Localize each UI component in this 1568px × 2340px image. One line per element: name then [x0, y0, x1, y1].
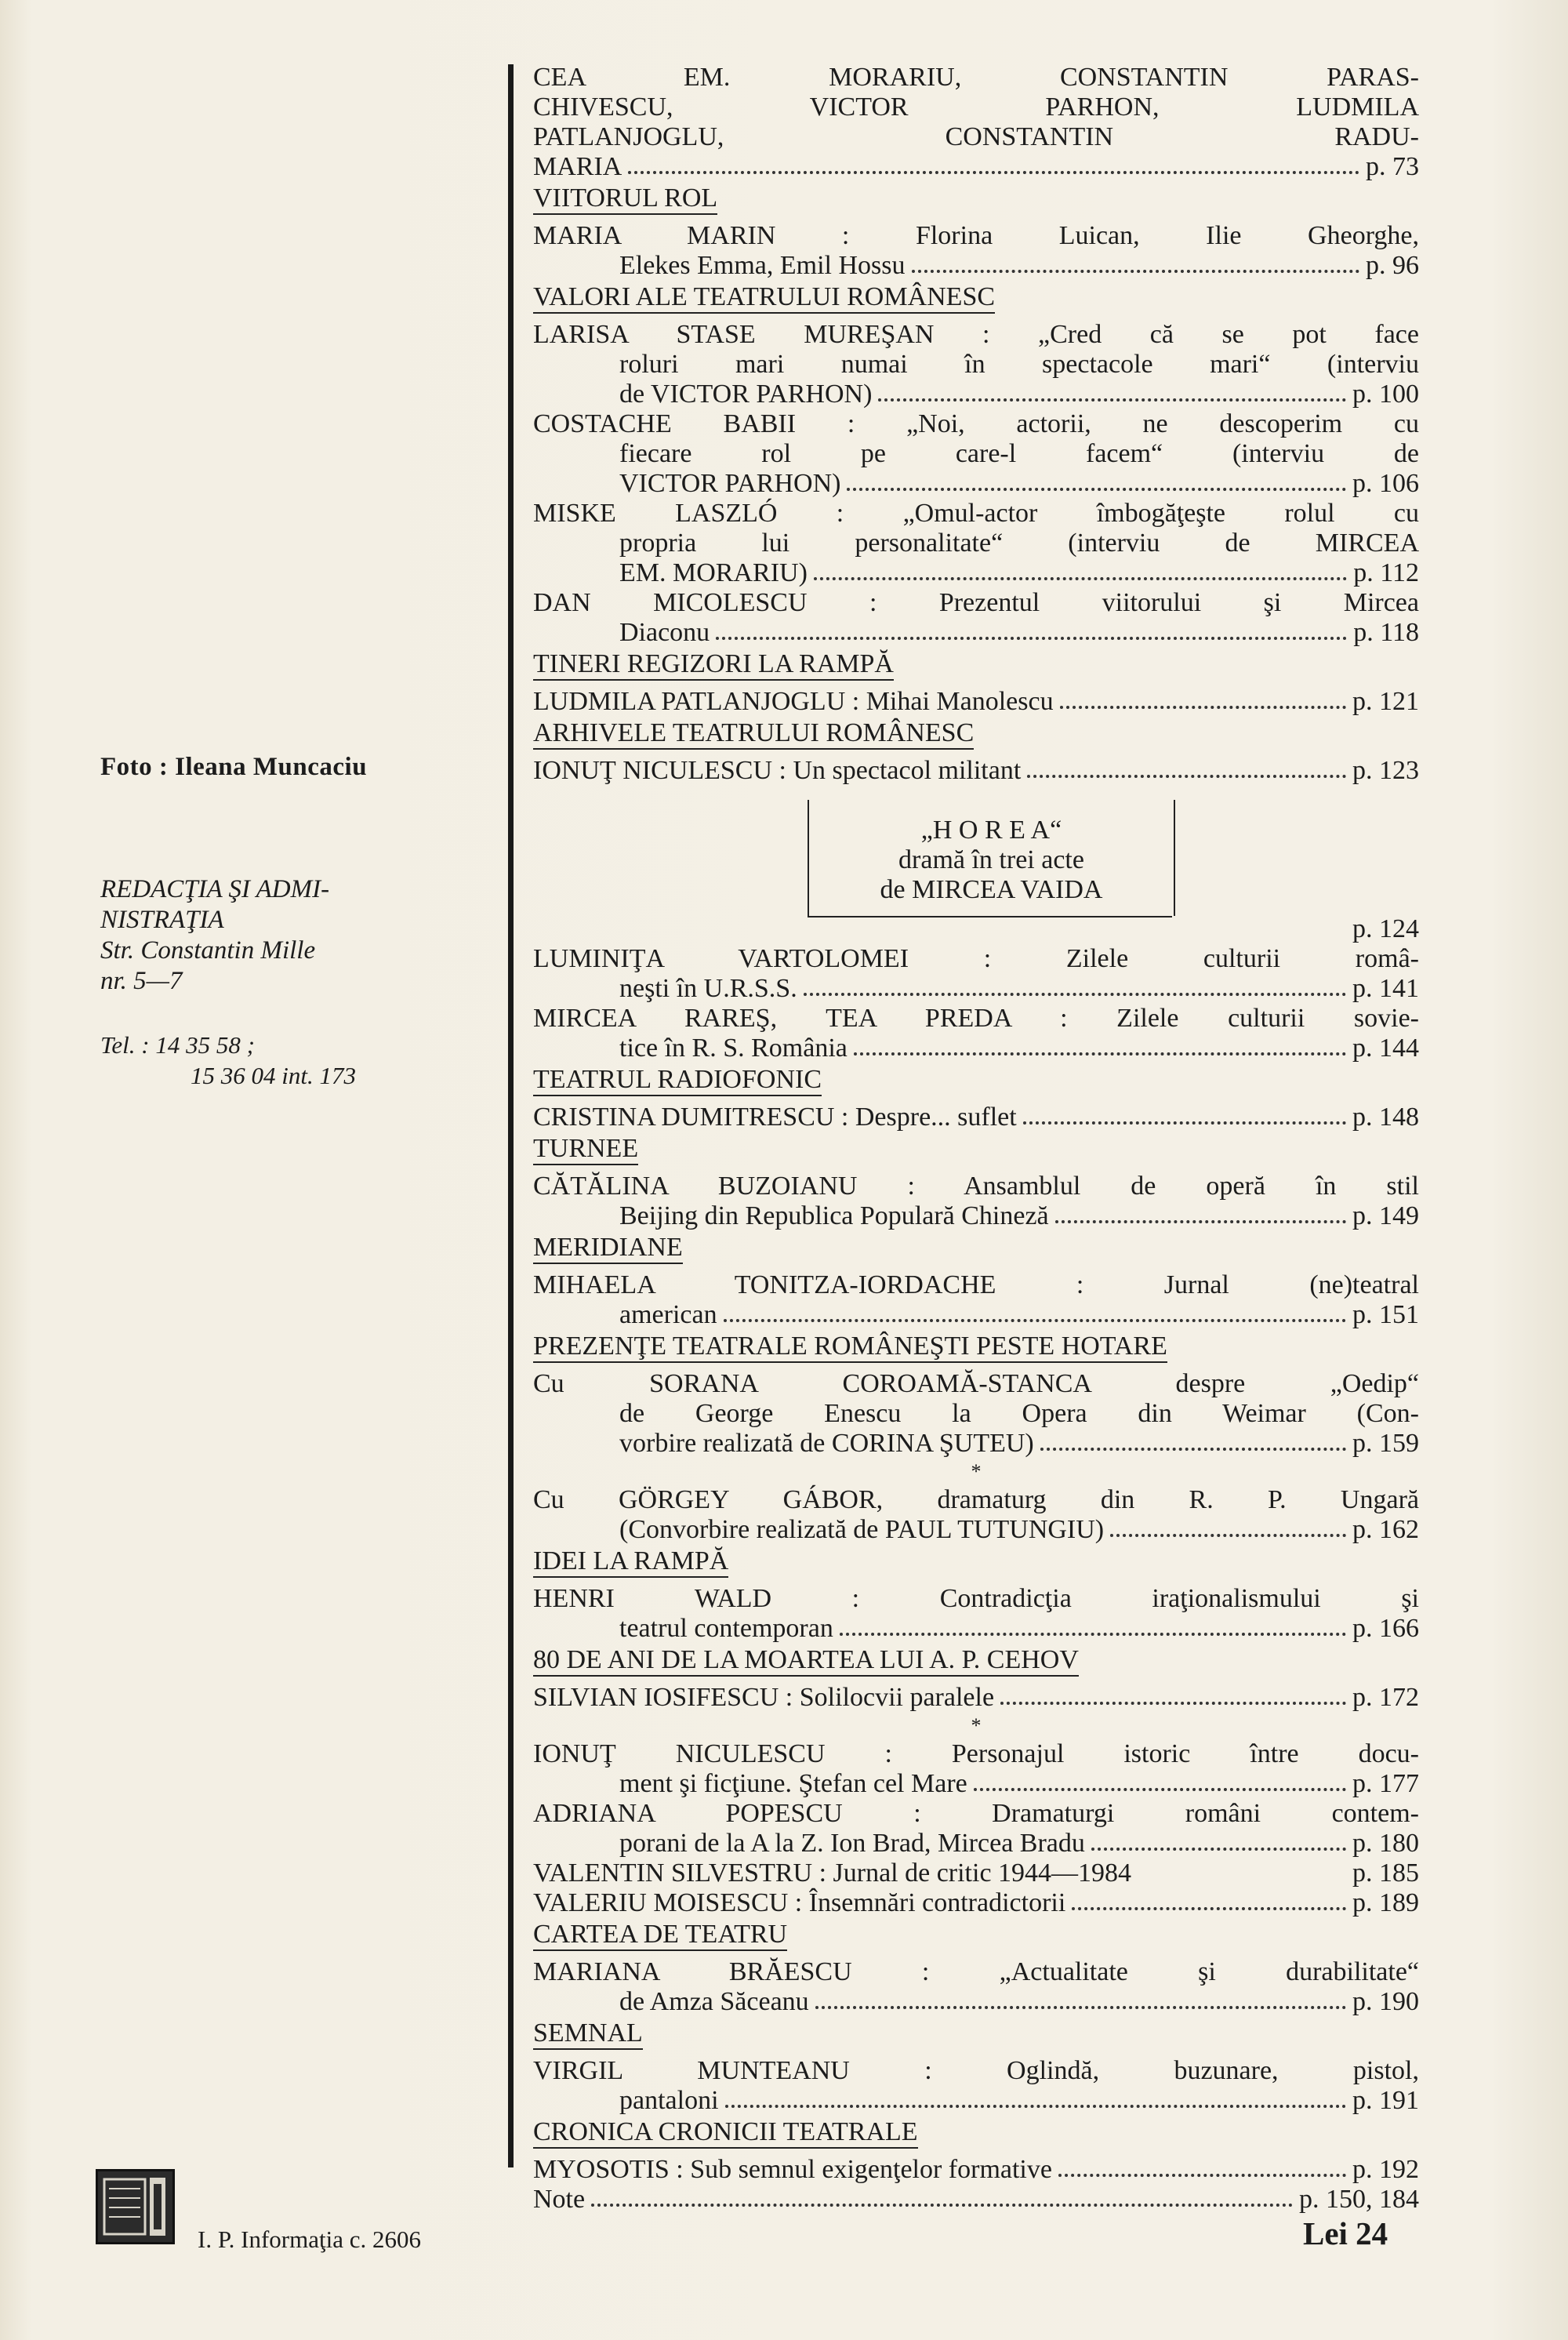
price: Lei 24	[1303, 2215, 1388, 2251]
toc-page-ref: p. 118	[1353, 618, 1419, 647]
toc-leader-dots	[1072, 1907, 1346, 1910]
separator-star-icon: *	[971, 1460, 982, 1483]
toc-entry-title: (Convorbire realizată de PAUL TUTUNGIU)	[619, 1515, 1105, 1544]
toc-section-heading: PREZENŢE TEATRALE ROMÂNEŞTI PESTE HOTARE	[533, 1332, 1167, 1363]
toc-entry	[533, 1103, 1419, 1132]
toc-leader-dots	[974, 1788, 1346, 1791]
toc-page-ref: p. 100	[1352, 380, 1419, 409]
toc-entry	[533, 1584, 1419, 1644]
toc-entry-title: Beijing din Republica Populară Chineză	[619, 1201, 1049, 1230]
toc-entry	[533, 1172, 1419, 1231]
toc-entry-line: CĂTĂLINA BUZOIANU : Ansamblul de operă în stil	[533, 1172, 1419, 1201]
toc-section-heading: SEMNAL	[533, 2018, 643, 2050]
toc-entry-title: IONUŢ NICULESCU : Un spectacol militant	[533, 756, 1022, 785]
toc-entry-title: VICTOR PARHON)	[619, 469, 841, 498]
toc-entry	[533, 1888, 1419, 1918]
column-divider	[508, 64, 514, 2167]
toc-entry	[533, 320, 1419, 409]
address-line: nr. 5—7	[100, 967, 183, 995]
toc-entry-title: Diaconu	[619, 618, 710, 647]
toc-section-heading: MERIDIANE	[533, 1233, 683, 1264]
toc-entry-title: MYOSOTIS : Sub semnul exigenţelor formative	[533, 2155, 1052, 2184]
toc-entry	[533, 588, 1419, 648]
toc-page-ref: p. 191	[1352, 2086, 1419, 2115]
toc-page-ref: p. 150, 184	[1299, 2185, 1419, 2214]
toc-section-heading: 80 DE ANI DE LA MOARTEA LUI A. P. CEHOV	[533, 1645, 1079, 1677]
toc-entry-title: VALERIU MOISESCU : Însemnări contradictorii	[533, 1888, 1066, 1917]
table-of-contents	[533, 63, 1419, 2215]
toc-page-ref: p. 124	[1352, 914, 1419, 943]
toc-entry-title: EM. MORARIU)	[619, 558, 808, 587]
toc-entry	[533, 1799, 1419, 1859]
toc-entry	[533, 1683, 1419, 1713]
toc-entry	[533, 2056, 1419, 2116]
toc-page-ref: p. 96	[1366, 251, 1419, 280]
toc-page-ref: p. 151	[1352, 1300, 1419, 1329]
toc-entry	[533, 1739, 1419, 1799]
toc-leader-dots	[1040, 1448, 1346, 1451]
toc-entry-title: american	[619, 1300, 717, 1329]
toc-leader-dots	[1110, 1534, 1346, 1537]
toc-entry-title: tice în R. S. România	[619, 1034, 848, 1063]
toc-entry-title: Elekes Emma, Emil Hossu	[619, 251, 906, 280]
toc-section-heading: TURNEE	[533, 1134, 638, 1165]
toc-section-heading: VALORI ALE TEATRULUI ROMÂNESC	[533, 282, 995, 314]
toc-entry	[533, 756, 1419, 786]
toc-entry-line: MARIA MARIN : Florina Luican, Ilie Gheorghe,	[533, 221, 1419, 250]
toc-entry-title: neşti în U.R.S.S.	[619, 974, 797, 1003]
toc-leader-dots	[628, 171, 1359, 174]
toc-entry-line: fiecare rol pe care-l facem“ (interviu de	[619, 439, 1419, 468]
toc-entry-line: MIHAELA TONITZA-IORDACHE : Jurnal (ne)teatral	[533, 1270, 1419, 1299]
toc-page-ref: p. 192	[1352, 2155, 1419, 2184]
toc-leader-dots	[1027, 775, 1346, 778]
toc-page-ref: p. 106	[1352, 469, 1419, 498]
toc-entry-title: ment şi ficţiune. Ştefan cel Mare	[619, 1769, 967, 1798]
toc-section-heading: IDEI LA RAMPĂ	[533, 1546, 728, 1578]
toc-entry-line: MARIANA BRĂESCU : „Actualitate şi durabilitate“	[533, 1957, 1419, 1986]
toc-page-ref: p. 144	[1352, 1034, 1419, 1063]
toc-leader-dots	[725, 2105, 1346, 2108]
toc-page-ref: p. 141	[1352, 974, 1419, 1003]
toc-entry	[533, 1485, 1419, 1545]
featured-play-line: dramă în trei acte	[898, 845, 1084, 874]
toc-section-heading: CARTEA DE TEATRU	[533, 1920, 787, 1951]
toc-entry	[533, 1270, 1419, 1330]
toc-entry-line: COSTACHE BABII : „Noi, actorii, ne descoperim cu	[533, 409, 1419, 438]
toc-entry-line: CEA EM. MORARIU, CONSTANTIN PARAS-	[533, 63, 1419, 92]
toc-entry-line: LARISA STASE MUREŞAN : „Cred că se pot face	[533, 320, 1419, 349]
toc-entry	[533, 2185, 1419, 2215]
toc-entry-title: de Amza Săceanu	[619, 1987, 809, 2016]
toc-section-heading: ARHIVELE TEATRULUI ROMÂNESC	[533, 718, 974, 750]
toc-leader-dots	[804, 993, 1346, 996]
toc-leader-dots	[1058, 2174, 1346, 2177]
toc-entry	[533, 1369, 1419, 1459]
editorial-address	[100, 874, 469, 997]
toc-entry	[533, 1957, 1419, 2017]
featured-play-line: de MIRCEA VAIDA	[880, 875, 1103, 904]
toc-leader-dots	[1000, 1702, 1346, 1705]
telephone	[100, 1030, 469, 1091]
toc-leader-dots	[1023, 1121, 1346, 1125]
toc-entry-title: CRISTINA DUMITRESCU : Despre... suflet	[533, 1103, 1017, 1132]
toc-leader-dots	[1060, 706, 1346, 709]
toc-page-ref: p. 177	[1352, 1769, 1419, 1798]
toc-entry-title: teatrul contemporan	[619, 1614, 833, 1643]
featured-play-box	[808, 800, 1175, 916]
toc-entry-line: roluri mari numai în spectacole mari“ (interviu	[619, 350, 1419, 379]
telephone-line: 15 36 04 int. 173	[191, 1062, 356, 1089]
toc-entry-title: MARIA	[533, 152, 622, 181]
toc-entry	[533, 499, 1419, 588]
toc-leader-dots	[1055, 1220, 1346, 1223]
toc-page-ref: p. 149	[1352, 1201, 1419, 1230]
featured-play-line: „H O R E A“	[920, 816, 1062, 845]
toc-entry-line: DAN MICOLESCU : Prezentul viitorului şi Mircea	[533, 588, 1419, 617]
toc-entry-line: CHIVESCU, VICTOR PARHON, LUDMILA	[533, 93, 1419, 122]
toc-entry-line: VIRGIL MUNTEANU : Oglindă, buzunare, pistol,	[533, 2056, 1419, 2085]
address-line: Str. Constantin Mille	[100, 936, 316, 965]
toc-leader-dots	[815, 2006, 1346, 2009]
toc-leader-dots	[1091, 1848, 1346, 1851]
toc-entry-title: pantaloni	[619, 2086, 719, 2115]
sidebar-info	[100, 753, 469, 1091]
toc-entry	[533, 1859, 1419, 1888]
toc-leader-dots	[716, 637, 1347, 640]
toc-entry	[533, 2155, 1419, 2185]
toc-entry-line: HENRI WALD : Contradicţia iraţionalismului şi	[533, 1584, 1419, 1613]
toc-entry-title: Note	[533, 2185, 586, 2214]
toc-entry-title: VALENTIN SILVESTRU : Jurnal de critic 1944—1984	[533, 1859, 1132, 1888]
telephone-line: Tel. : 14 35 58 ;	[100, 1031, 255, 1059]
toc-entry	[533, 687, 1419, 717]
toc-entry	[533, 221, 1419, 281]
toc-section-heading: TINERI REGIZORI LA RAMPĂ	[533, 649, 894, 681]
toc-entry-title: LUDMILA PATLANJOGLU : Mihai Manolescu	[533, 687, 1054, 716]
toc-entry-line: propria lui personalitate“ (interviu de MIRCEA	[619, 529, 1419, 558]
toc-page-ref: p. 185	[1352, 1859, 1419, 1888]
toc-page-ref: p. 172	[1352, 1683, 1419, 1712]
toc-entry	[533, 1004, 1419, 1063]
separator-star-icon: *	[971, 1714, 982, 1737]
toc-entry-line: MIRCEA RAREŞ, TEA PREDA : Zilele culturii sovie-	[533, 1004, 1419, 1033]
printer-imprint: I. P. Informaţia c. 2606	[198, 2226, 421, 2253]
toc-page-ref: p. 189	[1352, 1888, 1419, 1917]
toc-leader-dots	[840, 1633, 1346, 1636]
toc-entry	[533, 63, 1419, 182]
toc-page-ref: p. 112	[1353, 558, 1419, 587]
toc-section-heading: VIITORUL ROL	[533, 183, 717, 215]
toc-entry-line: PATLANJOGLU, CONSTANTIN RADU-	[533, 122, 1419, 151]
toc-entry-title: de VICTOR PARHON)	[619, 380, 873, 409]
toc-entry-line: Cu SORANA COROAMĂ-STANCA despre „Oedip“	[533, 1369, 1419, 1398]
toc-page-ref: p. 190	[1352, 1987, 1419, 2016]
toc-leader-dots	[854, 1052, 1346, 1056]
toc-entry-title: porani de la A la Z. Ion Brad, Mircea Bradu	[619, 1829, 1085, 1858]
toc-leader-dots	[912, 270, 1359, 273]
address-line: REDACŢIA ŞI ADMI-	[100, 875, 330, 903]
toc-leader-dots	[591, 2204, 1293, 2207]
toc-page-ref: p. 180	[1352, 1829, 1419, 1858]
toc-entry-line: ADRIANA POPESCU : Dramaturgi români contem-	[533, 1799, 1419, 1828]
toc-entry-line: LUMINIŢA VARTOLOMEI : Zilele culturii româ-	[533, 944, 1419, 973]
toc-page-ref: p. 148	[1352, 1103, 1419, 1132]
toc-page-ref: p. 121	[1352, 687, 1419, 716]
toc-leader-dots	[878, 398, 1346, 402]
toc-page-ref: p. 162	[1352, 1515, 1419, 1544]
toc-page-ref: p. 73	[1366, 152, 1419, 181]
toc-entry-title: SILVIAN IOSIFESCU : Solilocvii paralele	[533, 1683, 995, 1712]
toc-entry-line: MISKE LASZLÓ : „Omul-actor îmbogăţeşte rolul cu	[533, 499, 1419, 528]
address-line: NISTRAŢIA	[100, 906, 224, 934]
toc-leader-dots	[847, 488, 1346, 491]
toc-leader-dots	[724, 1319, 1346, 1322]
toc-page-ref: p. 159	[1352, 1429, 1419, 1458]
toc-section-heading: CRONICA CRONICII TEATRALE	[533, 2117, 918, 2149]
toc-entry	[533, 409, 1419, 499]
toc-entry-line: de George Enescu la Opera din Weimar (Con-	[619, 1399, 1419, 1428]
toc-page-ref: p. 166	[1352, 1614, 1419, 1643]
toc-entry-title: vorbire realizată de CORINA ŞUTEU)	[619, 1429, 1034, 1458]
toc-entry-line: Cu GÖRGEY GÁBOR, dramaturg din R. P. Ungară	[533, 1485, 1419, 1514]
toc-section-heading: TEATRUL RADIOFONIC	[533, 1065, 822, 1096]
publisher-logo-icon	[96, 2169, 175, 2244]
toc-entry	[533, 944, 1419, 1004]
toc-leader-dots	[814, 577, 1347, 580]
toc-page-ref: p. 123	[1352, 756, 1419, 785]
toc-entry-line: IONUŢ NICULESCU : Personajul istoric între docu-	[533, 1739, 1419, 1768]
photo-credit: Foto : Ileana Muncaciu	[100, 753, 368, 781]
